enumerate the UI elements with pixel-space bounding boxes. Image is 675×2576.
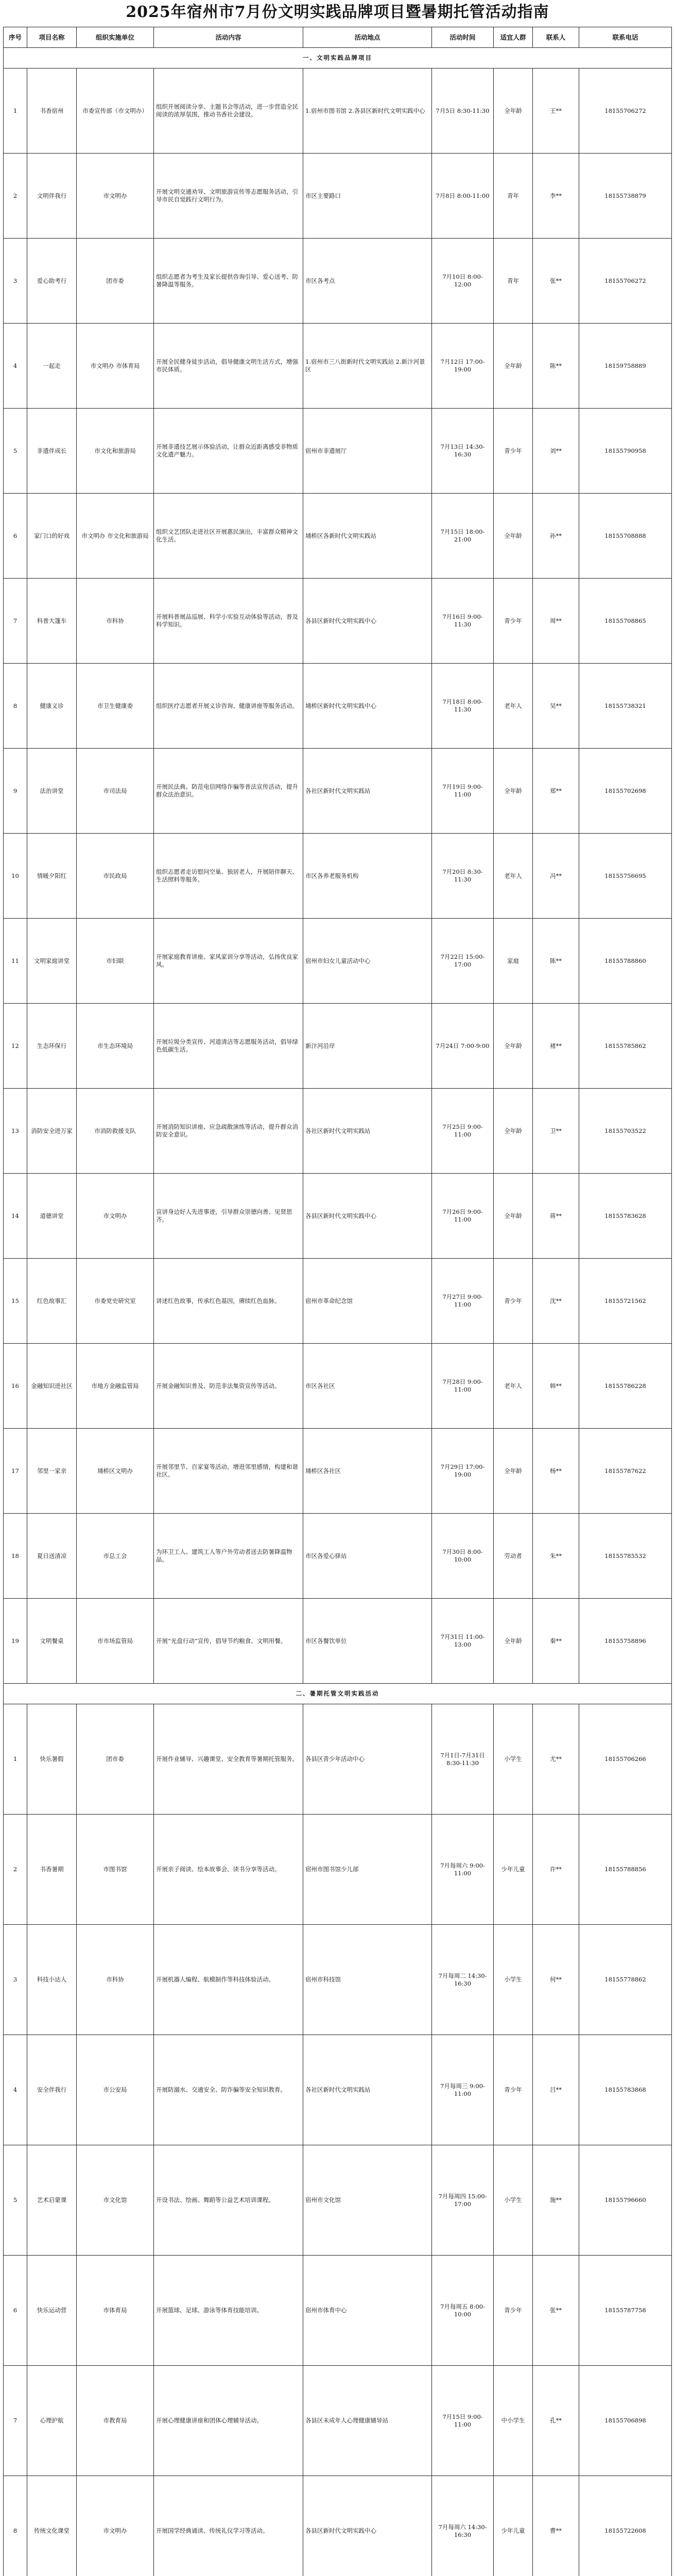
cell-name: 健康义诊 bbox=[27, 664, 77, 749]
cell-phone: 18155708888 bbox=[579, 494, 672, 579]
cell-no: 4 bbox=[4, 324, 27, 409]
column-header: 项目名称 bbox=[27, 27, 77, 48]
cell-time: 7月29日 17:00-19:00 bbox=[432, 1429, 494, 1514]
cell-person: 王** bbox=[533, 69, 579, 154]
cell-person: 卫** bbox=[533, 1089, 579, 1174]
cell-person: 蒋** bbox=[533, 1174, 579, 1259]
cell-name: 法治讲堂 bbox=[27, 749, 77, 834]
cell-phone: 18155790958 bbox=[579, 409, 672, 494]
cell-crowd: 全年龄 bbox=[494, 1599, 533, 1684]
cell-name: 艺术启蒙课 bbox=[27, 2145, 77, 2256]
cell-person: 陈** bbox=[533, 324, 579, 409]
cell-phone: 18155787622 bbox=[579, 1429, 672, 1514]
cell-org: 市市场监管局 bbox=[77, 1599, 154, 1684]
cell-content: 开展亲子阅读、绘本故事会、读书分享等活动。 bbox=[154, 1815, 303, 1925]
cell-place: 宿州市文化馆 bbox=[303, 2145, 432, 2256]
cell-content: 开展邻里节、百家宴等活动，增进邻里感情，构建和谐社区。 bbox=[154, 1429, 303, 1514]
column-header: 序号 bbox=[4, 27, 27, 48]
cell-crowd: 小学生 bbox=[494, 2145, 533, 2256]
cell-org: 市文明办 市体育局 bbox=[77, 324, 154, 409]
cell-place: 埇桥区各新时代文明实践站 bbox=[303, 494, 432, 579]
cell-crowd: 青少年 bbox=[494, 579, 533, 664]
table-row bbox=[4, 919, 672, 1004]
cell-name: 生态环保行 bbox=[27, 1004, 77, 1089]
cell-person: 吕** bbox=[533, 2035, 579, 2145]
cell-content: 讲述红色故事，传承红色基因，赓续红色血脉。 bbox=[154, 1259, 303, 1344]
cell-time: 7月19日 9:00-11:00 bbox=[432, 749, 494, 834]
table-row bbox=[4, 1259, 672, 1344]
cell-place: 各社区新时代文明实践站 bbox=[303, 2035, 432, 2145]
cell-time: 7月每周三 9:00-11:00 bbox=[432, 2035, 494, 2145]
cell-no: 7 bbox=[4, 2366, 27, 2476]
cell-person: 孔** bbox=[533, 2366, 579, 2476]
cell-org: 团市委 bbox=[77, 1704, 154, 1815]
cell-content: 组织文艺团队走进社区开展惠民演出，丰富群众精神文化生活。 bbox=[154, 494, 303, 579]
cell-crowd: 全年龄 bbox=[494, 324, 533, 409]
cell-time: 7月16日 9:00-11:30 bbox=[432, 579, 494, 664]
cell-phone: 18155778862 bbox=[579, 1925, 672, 2035]
cell-phone: 18155706272 bbox=[579, 69, 672, 154]
cell-time: 7月10日 8:00-12:00 bbox=[432, 239, 494, 324]
cell-place: 宿州市科技馆 bbox=[303, 1925, 432, 2035]
cell-content: 开展科普展品巡展、科学小实验互动体验等活动，普及科学知识。 bbox=[154, 579, 303, 664]
cell-no: 7 bbox=[4, 579, 27, 664]
cell-phone: 18155708865 bbox=[579, 579, 672, 664]
cell-name: 一起走 bbox=[27, 324, 77, 409]
cell-person: 何** bbox=[533, 1925, 579, 2035]
table-row bbox=[4, 409, 672, 494]
cell-name: 文明家庭讲堂 bbox=[27, 919, 77, 1004]
cell-content: 开展篮球、足球、游泳等体育技能培训。 bbox=[154, 2256, 303, 2366]
table-row bbox=[4, 834, 672, 919]
cell-phone: 18155785532 bbox=[579, 1514, 672, 1599]
cell-time: 7月26日 9:00-11:00 bbox=[432, 1174, 494, 1259]
cell-content: 开展金融知识普及、防范非法集资宣传等活动。 bbox=[154, 1344, 303, 1429]
table-row bbox=[4, 664, 672, 749]
cell-no: 9 bbox=[4, 749, 27, 834]
cell-person: 陈** bbox=[533, 919, 579, 1004]
cell-place: 各县区新时代文明实践中心 bbox=[303, 579, 432, 664]
cell-name: 书香宿州 bbox=[27, 69, 77, 154]
cell-phone: 18155756695 bbox=[579, 834, 672, 919]
cell-content: 开设书法、绘画、舞蹈等公益艺术培训课程。 bbox=[154, 2145, 303, 2256]
cell-phone: 18155722608 bbox=[579, 2476, 672, 2576]
cell-crowd: 青少年 bbox=[494, 1259, 533, 1344]
column-header: 联系人 bbox=[533, 27, 579, 48]
cell-phone: 18155786228 bbox=[579, 1344, 672, 1429]
cell-person: 褚** bbox=[533, 1004, 579, 1089]
cell-crowd: 青少年 bbox=[494, 2035, 533, 2145]
cell-person: 沈** bbox=[533, 1259, 579, 1344]
cell-org: 市妇联 bbox=[77, 919, 154, 1004]
cell-place: 各县区青少年活动中心 bbox=[303, 1704, 432, 1815]
cell-org: 市教育局 bbox=[77, 2366, 154, 2476]
section-title: 二、暑期托管文明实践活动 bbox=[4, 1684, 672, 1704]
cell-org: 市科协 bbox=[77, 1925, 154, 2035]
cell-content: 开展心理健康讲座和团体心理辅导活动。 bbox=[154, 2366, 303, 2476]
cell-time: 7月每周二 14:30-16:30 bbox=[432, 1925, 494, 2035]
cell-place: 宿州市体育中心 bbox=[303, 2256, 432, 2366]
cell-org: 市文明办 bbox=[77, 154, 154, 239]
cell-content: 开展国学经典诵读、传统礼仪学习等活动。 bbox=[154, 2476, 303, 2576]
cell-crowd: 全年龄 bbox=[494, 69, 533, 154]
table-row bbox=[4, 1004, 672, 1089]
cell-content: 开展文明交通劝导、文明旅游宣传等志愿服务活动，引导市民自觉践行文明行为。 bbox=[154, 154, 303, 239]
cell-place: 市区各餐饮单位 bbox=[303, 1599, 432, 1684]
table-row bbox=[4, 1925, 672, 2035]
cell-content: 开展家庭教育讲座、家风家训分享等活动，弘扬优良家风。 bbox=[154, 919, 303, 1004]
table-header-row bbox=[4, 27, 672, 48]
cell-time: 7月1日-7月31日 8:30-11:30 bbox=[432, 1704, 494, 1815]
cell-crowd: 少年儿童 bbox=[494, 1815, 533, 1925]
cell-name: 家门口的好戏 bbox=[27, 494, 77, 579]
cell-no: 5 bbox=[4, 2145, 27, 2256]
cell-crowd: 全年龄 bbox=[494, 494, 533, 579]
cell-name: 传统文化课堂 bbox=[27, 2476, 77, 2576]
cell-place: 市区各爱心驿站 bbox=[303, 1514, 432, 1599]
cell-name: 红色故事汇 bbox=[27, 1259, 77, 1344]
cell-place: 市区各社区 bbox=[303, 1344, 432, 1429]
table-row bbox=[4, 324, 672, 409]
cell-org: 市文化和旅游局 bbox=[77, 409, 154, 494]
cell-content: 开展民法典、防范电信网络诈骗等普法宣传活动，提升群众法治意识。 bbox=[154, 749, 303, 834]
table-row bbox=[4, 1429, 672, 1514]
cell-person: 吴** bbox=[533, 664, 579, 749]
cell-org: 市公安局 bbox=[77, 2035, 154, 2145]
cell-org: 市科协 bbox=[77, 579, 154, 664]
table-row bbox=[4, 2476, 672, 2576]
cell-person: 李** bbox=[533, 154, 579, 239]
cell-person: 冯** bbox=[533, 834, 579, 919]
cell-no: 1 bbox=[4, 1704, 27, 1815]
cell-org: 市委党史研究室 bbox=[77, 1259, 154, 1344]
cell-crowd: 青年 bbox=[494, 154, 533, 239]
cell-no: 12 bbox=[4, 1004, 27, 1089]
cell-name: 科普大篷车 bbox=[27, 579, 77, 664]
cell-no: 15 bbox=[4, 1259, 27, 1344]
cell-phone: 18159758889 bbox=[579, 324, 672, 409]
cell-phone: 18155783868 bbox=[579, 2035, 672, 2145]
cell-crowd: 老年人 bbox=[494, 664, 533, 749]
cell-place: 市区主要路口 bbox=[303, 154, 432, 239]
cell-org: 团市委 bbox=[77, 239, 154, 324]
cell-phone: 18155721562 bbox=[579, 1259, 672, 1344]
cell-org: 市司法局 bbox=[77, 749, 154, 834]
cell-no: 13 bbox=[4, 1089, 27, 1174]
table-row bbox=[4, 1815, 672, 1925]
column-header: 组织实施单位 bbox=[77, 27, 154, 48]
cell-person: 郑** bbox=[533, 749, 579, 834]
cell-time: 7月12日 17:00-19:00 bbox=[432, 324, 494, 409]
cell-name: 邻里一家亲 bbox=[27, 1429, 77, 1514]
cell-time: 7月8日 8:00-11:00 bbox=[432, 154, 494, 239]
table-row bbox=[4, 239, 672, 324]
table-row bbox=[4, 154, 672, 239]
cell-name: 夏日送清凉 bbox=[27, 1514, 77, 1599]
table-row bbox=[4, 2366, 672, 2476]
cell-place: 市区各考点 bbox=[303, 239, 432, 324]
cell-time: 7月28日 9:00-11:00 bbox=[432, 1344, 494, 1429]
cell-phone: 18155702698 bbox=[579, 749, 672, 834]
cell-no: 2 bbox=[4, 154, 27, 239]
cell-person: 朱** bbox=[533, 1514, 579, 1599]
cell-no: 8 bbox=[4, 664, 27, 749]
cell-no: 3 bbox=[4, 1925, 27, 2035]
cell-place: 1.宿州市图书馆 2.各县区新时代文明实践中心 bbox=[303, 69, 432, 154]
cell-phone: 18155738321 bbox=[579, 664, 672, 749]
column-header: 适宜人群 bbox=[494, 27, 533, 48]
cell-phone: 18155783628 bbox=[579, 1174, 672, 1259]
cell-place: 各县区新时代文明实践中心 bbox=[303, 1174, 432, 1259]
cell-content: 开展非遗技艺展示体验活动，让群众近距离感受非物质文化遗产魅力。 bbox=[154, 409, 303, 494]
cell-no: 2 bbox=[4, 1815, 27, 1925]
cell-name: 书香暑期 bbox=[27, 1815, 77, 1925]
cell-time: 7月27日 9:00-11:00 bbox=[432, 1259, 494, 1344]
table-row bbox=[4, 2256, 672, 2366]
cell-org: 市体育局 bbox=[77, 2256, 154, 2366]
cell-crowd: 全年龄 bbox=[494, 1004, 533, 1089]
cell-crowd: 青少年 bbox=[494, 2256, 533, 2366]
cell-place: 宿州市妇女儿童活动中心 bbox=[303, 919, 432, 1004]
cell-person: 韩** bbox=[533, 1344, 579, 1429]
cell-no: 14 bbox=[4, 1174, 27, 1259]
cell-no: 4 bbox=[4, 2035, 27, 2145]
cell-name: 消防安全进万家 bbox=[27, 1089, 77, 1174]
cell-person: 秦** bbox=[533, 1599, 579, 1684]
cell-org: 市委宣传部（市文明办） bbox=[77, 69, 154, 154]
cell-place: 埇桥区新时代文明实践中心 bbox=[303, 664, 432, 749]
cell-content: 组织志愿者走访慰问空巢、独居老人，开展陪伴聊天、生活照料等服务。 bbox=[154, 834, 303, 919]
cell-name: 非遗伴成长 bbox=[27, 409, 77, 494]
cell-crowd: 小学生 bbox=[494, 1704, 533, 1815]
cell-time: 7月31日 11:00-13:00 bbox=[432, 1599, 494, 1684]
cell-place: 宿州市革命纪念馆 bbox=[303, 1259, 432, 1344]
cell-phone: 18155703522 bbox=[579, 1089, 672, 1174]
cell-name: 道德讲堂 bbox=[27, 1174, 77, 1259]
cell-content: 开展防溺水、交通安全、防诈骗等安全知识教育。 bbox=[154, 2035, 303, 2145]
cell-org: 市民政局 bbox=[77, 834, 154, 919]
cell-crowd: 中小学生 bbox=[494, 2366, 533, 2476]
cell-time: 7月20日 8:30-11:30 bbox=[432, 834, 494, 919]
cell-phone: 18155796660 bbox=[579, 2145, 672, 2256]
cell-crowd: 家庭 bbox=[494, 919, 533, 1004]
cell-place: 埇桥区各社区 bbox=[303, 1429, 432, 1514]
cell-phone: 18155706272 bbox=[579, 239, 672, 324]
cell-name: 安全伴我行 bbox=[27, 2035, 77, 2145]
cell-org: 市消防救援支队 bbox=[77, 1089, 154, 1174]
cell-phone: 18155788860 bbox=[579, 919, 672, 1004]
cell-crowd: 青年 bbox=[494, 239, 533, 324]
cell-content: 宣讲身边好人先进事迹，引导群众崇德向善、见贤思齐。 bbox=[154, 1174, 303, 1259]
table-row bbox=[4, 1089, 672, 1174]
table-row bbox=[4, 749, 672, 834]
cell-org: 市图书馆 bbox=[77, 1815, 154, 1925]
cell-name: 情暖夕阳红 bbox=[27, 834, 77, 919]
cell-no: 19 bbox=[4, 1599, 27, 1684]
cell-org: 市文明办 市文化和旅游局 bbox=[77, 494, 154, 579]
cell-name: 金融知识进社区 bbox=[27, 1344, 77, 1429]
cell-time: 7月18日 8:00-11:30 bbox=[432, 664, 494, 749]
table-row bbox=[4, 494, 672, 579]
cell-person: 尤** bbox=[533, 1704, 579, 1815]
cell-crowd: 小学生 bbox=[494, 1925, 533, 2035]
cell-name: 文明餐桌 bbox=[27, 1599, 77, 1684]
cell-person: 曹** bbox=[533, 2476, 579, 2576]
cell-phone: 18155785862 bbox=[579, 1004, 672, 1089]
cell-no: 1 bbox=[4, 69, 27, 154]
cell-content: 开展全民健身徒步活动，倡导健康文明生活方式，增强市民体质。 bbox=[154, 324, 303, 409]
cell-person: 刘** bbox=[533, 409, 579, 494]
cell-no: 18 bbox=[4, 1514, 27, 1599]
activity-table bbox=[3, 27, 672, 2576]
cell-crowd: 青少年 bbox=[494, 409, 533, 494]
cell-time: 7月15日 9:00-11:00 bbox=[432, 2366, 494, 2476]
cell-content: 开展作业辅导、兴趣课堂、安全教育等暑期托管服务。 bbox=[154, 1704, 303, 1815]
table-row bbox=[4, 1174, 672, 1259]
section-header-row bbox=[4, 1684, 672, 1704]
cell-name: 文明伴我行 bbox=[27, 154, 77, 239]
cell-time: 7月15日 18:00-21:00 bbox=[432, 494, 494, 579]
cell-person: 许** bbox=[533, 1815, 579, 1925]
cell-org: 市卫生健康委 bbox=[77, 664, 154, 749]
cell-time: 7月每周六 9:00-11:00 bbox=[432, 1815, 494, 1925]
cell-place: 各社区新时代文明实践站 bbox=[303, 1089, 432, 1174]
cell-org: 市文明办 bbox=[77, 1174, 154, 1259]
column-header: 活动时间 bbox=[432, 27, 494, 48]
cell-phone: 18155787758 bbox=[579, 2256, 672, 2366]
cell-time: 7月30日 8:00-10:00 bbox=[432, 1514, 494, 1599]
cell-crowd: 劳动者 bbox=[494, 1514, 533, 1599]
table-row bbox=[4, 579, 672, 664]
cell-time: 7月每周四 15:00-17:00 bbox=[432, 2145, 494, 2256]
cell-org: 市总工会 bbox=[77, 1514, 154, 1599]
cell-content: 开展机器人编程、航模制作等科技体验活动。 bbox=[154, 1925, 303, 2035]
cell-place: 新汴河沿岸 bbox=[303, 1004, 432, 1089]
cell-time: 7月25日 9:00-11:00 bbox=[432, 1089, 494, 1174]
cell-content: 组织医疗志愿者开展义诊咨询、健康讲座等服务活动。 bbox=[154, 664, 303, 749]
cell-place: 各县区未成年人心理健康辅导站 bbox=[303, 2366, 432, 2476]
cell-person: 孙** bbox=[533, 494, 579, 579]
cell-org: 市文明办 bbox=[77, 2476, 154, 2576]
cell-person: 张** bbox=[533, 2256, 579, 2366]
cell-place: 宿州市图书馆少儿部 bbox=[303, 1815, 432, 1925]
cell-no: 17 bbox=[4, 1429, 27, 1514]
table-row bbox=[4, 69, 672, 154]
section-title: 一、文明实践品牌项目 bbox=[4, 48, 672, 69]
cell-no: 5 bbox=[4, 409, 27, 494]
cell-phone: 18155706898 bbox=[579, 2366, 672, 2476]
cell-name: 快乐运动营 bbox=[27, 2256, 77, 2366]
page-title: 2025年宿州市7月份文明实践品牌项目暨暑期托管活动指南 bbox=[126, 3, 549, 21]
cell-no: 16 bbox=[4, 1344, 27, 1429]
table-row bbox=[4, 1514, 672, 1599]
cell-phone: 18155706266 bbox=[579, 1704, 672, 1815]
table-row bbox=[4, 1344, 672, 1429]
cell-time: 7月24日 7:00-9:00 bbox=[432, 1004, 494, 1089]
cell-time: 7月每周五 8:00-10:00 bbox=[432, 2256, 494, 2366]
table-row bbox=[4, 1704, 672, 1815]
cell-org: 市文化馆 bbox=[77, 2145, 154, 2256]
cell-person: 杨** bbox=[533, 1429, 579, 1514]
cell-no: 8 bbox=[4, 2476, 27, 2576]
cell-place: 各社区新时代文明实践站 bbox=[303, 749, 432, 834]
column-header: 活动内容 bbox=[154, 27, 303, 48]
cell-name: 快乐暑假 bbox=[27, 1704, 77, 1815]
cell-time: 7月每周六 14:30-16:30 bbox=[432, 2476, 494, 2576]
cell-time: 7月5日 8:30-11:30 bbox=[432, 69, 494, 154]
cell-time: 7月22日 15:00-17:00 bbox=[432, 919, 494, 1004]
cell-phone: 18155738879 bbox=[579, 154, 672, 239]
cell-content: 开展垃圾分类宣传、河道清洁等志愿服务活动，倡导绿色低碳生活。 bbox=[154, 1004, 303, 1089]
cell-no: 6 bbox=[4, 494, 27, 579]
column-header: 联系电话 bbox=[579, 27, 672, 48]
cell-place: 1.宿州市三八街新时代文明实践站 2.新汴河景区 bbox=[303, 324, 432, 409]
cell-place: 市区各养老服务机构 bbox=[303, 834, 432, 919]
section-header-row bbox=[4, 48, 672, 69]
cell-name: 心理护航 bbox=[27, 2366, 77, 2476]
cell-phone: 18155758896 bbox=[579, 1599, 672, 1684]
cell-place: 宿州市非遗展厅 bbox=[303, 409, 432, 494]
column-header: 活动地点 bbox=[303, 27, 432, 48]
cell-crowd: 全年龄 bbox=[494, 1089, 533, 1174]
cell-name: 爱心助考行 bbox=[27, 239, 77, 324]
cell-crowd: 老年人 bbox=[494, 1344, 533, 1429]
table-row bbox=[4, 2145, 672, 2256]
cell-crowd: 老年人 bbox=[494, 834, 533, 919]
cell-org: 市地方金融监管局 bbox=[77, 1344, 154, 1429]
cell-content: 为环卫工人、建筑工人等户外劳动者送去防暑降温物品。 bbox=[154, 1514, 303, 1599]
cell-content: 组织开展阅读分享、主题书会等活动，进一步营造全民阅读的浓厚氛围，推动书香社会建设。 bbox=[154, 69, 303, 154]
cell-no: 6 bbox=[4, 2256, 27, 2366]
cell-no: 10 bbox=[4, 834, 27, 919]
cell-time: 7月13日 14:30-16:30 bbox=[432, 409, 494, 494]
cell-no: 3 bbox=[4, 239, 27, 324]
cell-org: 市生态环境局 bbox=[77, 1004, 154, 1089]
cell-crowd: 全年龄 bbox=[494, 1429, 533, 1514]
cell-content: 开展消防知识讲座、应急疏散演练等活动，提升群众消防安全意识。 bbox=[154, 1089, 303, 1174]
cell-crowd: 全年龄 bbox=[494, 749, 533, 834]
cell-person: 施** bbox=[533, 2145, 579, 2256]
cell-no: 11 bbox=[4, 919, 27, 1004]
cell-content: 组织志愿者为考生及家长提供咨询引导、爱心送考、防暑降温等服务。 bbox=[154, 239, 303, 324]
cell-person: 张** bbox=[533, 239, 579, 324]
cell-crowd: 少年儿童 bbox=[494, 2476, 533, 2576]
cell-org: 埇桥区文明办 bbox=[77, 1429, 154, 1514]
cell-name: 科技小达人 bbox=[27, 1925, 77, 2035]
table-row bbox=[4, 1599, 672, 1684]
cell-crowd: 全年龄 bbox=[494, 1174, 533, 1259]
table-row bbox=[4, 2035, 672, 2145]
cell-phone: 18155788856 bbox=[579, 1815, 672, 1925]
cell-content: 开展“光盘行动”宣传，倡导节约粮食、文明用餐。 bbox=[154, 1599, 303, 1684]
cell-person: 周** bbox=[533, 579, 579, 664]
cell-place: 各县区新时代文明实践中心 bbox=[303, 2476, 432, 2576]
